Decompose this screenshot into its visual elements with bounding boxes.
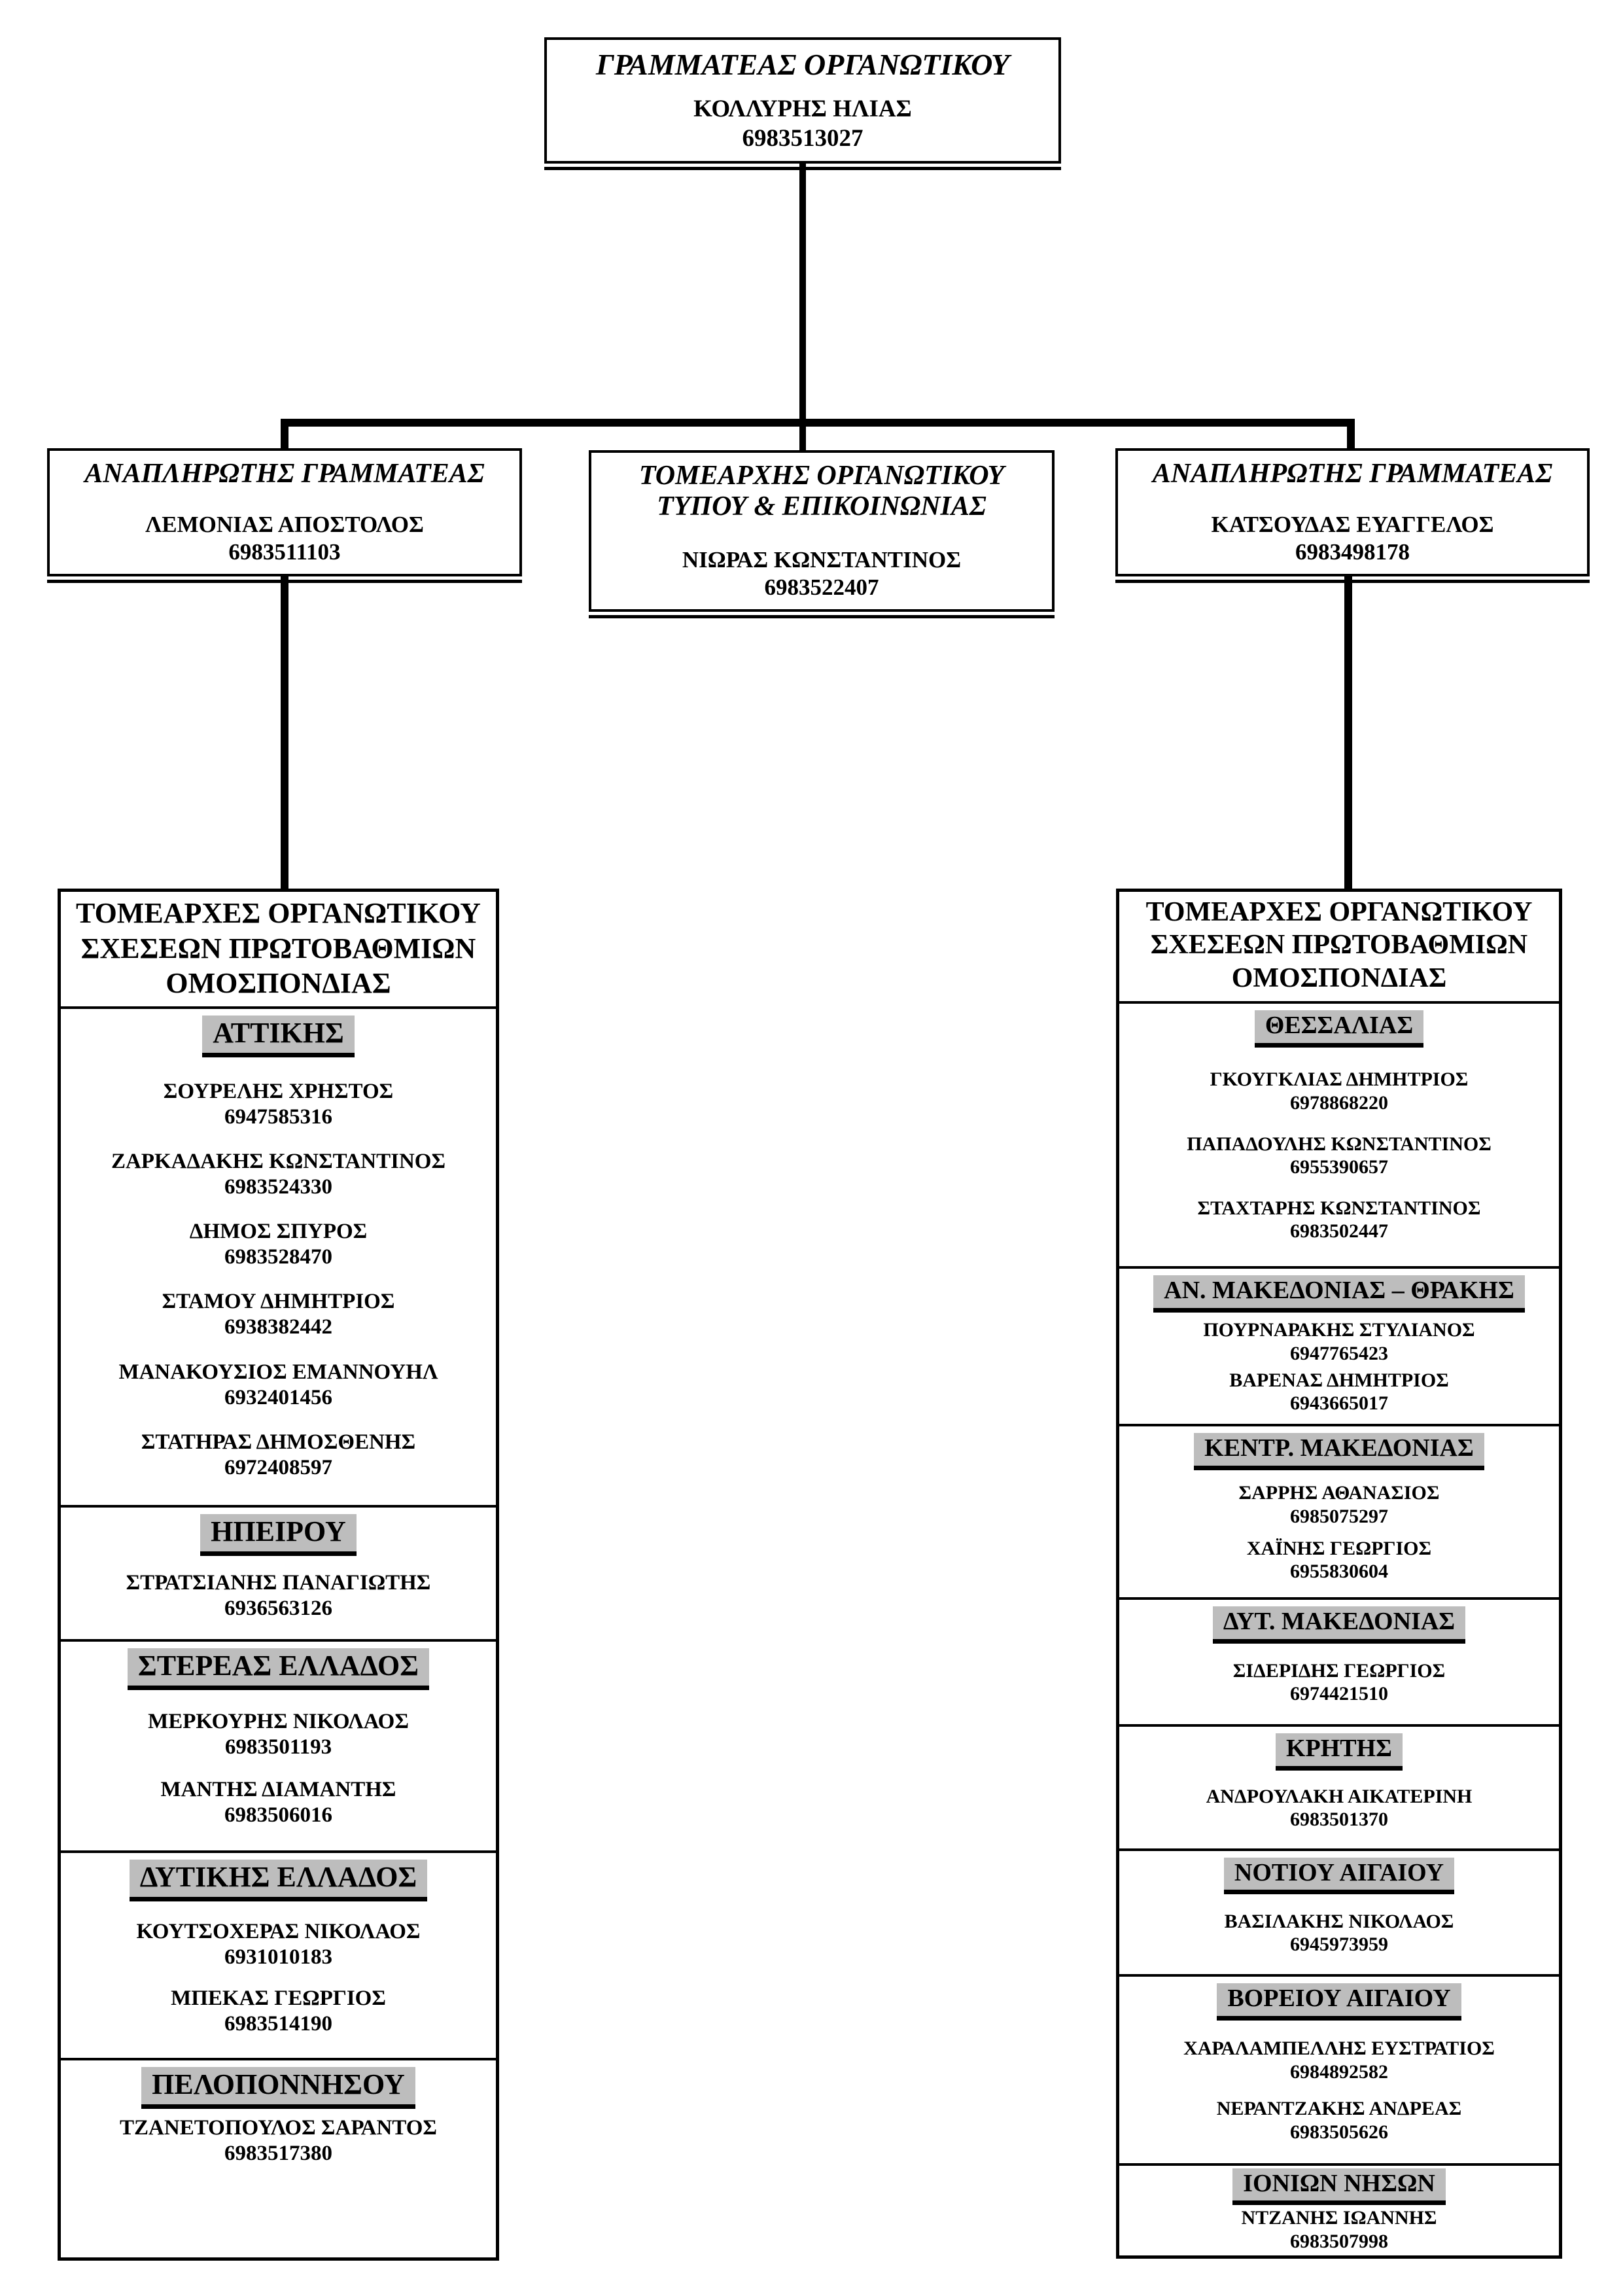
member-entry: [1119, 1197, 1559, 1243]
phone-number: 6936563126: [224, 1597, 332, 1621]
member-list: [1119, 1894, 1559, 1974]
root-secretary-box: [544, 37, 1061, 164]
member-list: [1119, 2021, 1559, 2163]
region-title-row: [61, 1514, 496, 1556]
member-entry: [61, 1289, 496, 1340]
column-header: ΤΟΜΕΑΡΧΕΣ ΟΡΓΑΝΩΤΙΚΟΥ ΣΧΕΣΕΩΝ ΠΡΩΤΟΒΑΘΜΙΩΝ ΟΜΟΣΠΟΝΔΙΑΣ: [1145, 897, 1533, 993]
connector-stub-middle: [799, 425, 806, 451]
phone-number: 6938382442: [224, 1315, 332, 1339]
phone-number: 6983502447: [1290, 1220, 1388, 1243]
member-entry: [61, 1079, 496, 1130]
person-name: ΣΤΑΧΤΑΡΗΣ ΚΩΝΣΤΑΝΤΙΝΟΣ: [1197, 1197, 1481, 1219]
region-section: [61, 1505, 496, 1639]
person-name: ΝΤΖΑΝΗΣ ΙΩΑΝΝΗΣ: [1241, 2207, 1437, 2229]
region-section: [1119, 1001, 1559, 1266]
member-list: [61, 1901, 496, 2058]
member-entry: [61, 1219, 496, 1270]
press-communication-chief-box: [589, 450, 1055, 612]
phone-number: 6955390657: [1290, 1156, 1388, 1178]
phone-number: 6932401456: [224, 1385, 332, 1409]
sector-chiefs-left-column: [58, 889, 499, 2261]
region-section: [1119, 1266, 1559, 1423]
member-entry: [1119, 1481, 1559, 1528]
member-entry: [1119, 2206, 1559, 2253]
member-entry: [61, 1986, 496, 2037]
region-title-row: [61, 1860, 496, 1901]
connector-horizontal-bar: [281, 419, 1355, 427]
person-name: ΠΟΥΡΝΑΡΑΚΗΣ ΣΤΥΛΙΑΝΟΣ: [1203, 1319, 1475, 1341]
phone-number: 6983514190: [224, 2012, 332, 2036]
region-title: ΔΥΤΙΚΗΣ ΕΛΛΑΔΟΣ: [130, 1860, 427, 1901]
region-title: ΒΟΡΕΙΟΥ ΑΙΓΑΙΟΥ: [1217, 1983, 1461, 2021]
deputy-secretary-right-box: [1115, 448, 1590, 576]
person-name: ΚΑΤΣΟΥΔΑΣ ΕΥΑΓΓΕΛΟΣ: [1211, 512, 1494, 537]
member-list: [1119, 2205, 1559, 2255]
person-name: ΤΖΑΝΕΤΟΠΟΥΛΟΣ ΣΑΡΑΝΤΟΣ: [120, 2115, 437, 2140]
region-sections: [61, 1006, 496, 2257]
region-section: [1119, 1424, 1559, 1597]
connector-left-column: [281, 574, 288, 890]
region-sections: [1119, 1001, 1559, 2255]
member-entry: [61, 1919, 496, 1970]
phone-number: 6945973959: [1290, 1934, 1388, 1956]
member-list: [61, 1556, 496, 1639]
role-title: ΤΟΜΕΑΡΧΗΣ ΟΡΓΑΝΩΤΙΚΟΥ ΤΥΠΟΥ & ΕΠΙΚΟΙΝΩΝΙΑΣ: [638, 461, 1005, 522]
person-name: ΜΕΡΚΟΥΡΗΣ ΝΙΚΟΛΑΟΣ: [148, 1710, 409, 1734]
person-name: ΜΑΝΤΗΣ ΔΙΑΜΑΝΤΗΣ: [160, 1778, 396, 1802]
region-section: [61, 1850, 496, 2058]
person-name: ΧΑΪΝΗΣ ΓΕΩΡΓΙΟΣ: [1246, 1537, 1432, 1559]
member-entry: [1119, 1910, 1559, 1956]
member-list: [1119, 1771, 1559, 1848]
phone-number: 6978868220: [1290, 1091, 1388, 1114]
phone-number: 6983522407: [764, 574, 879, 600]
person-name: ΛΕΜΟΝΙΑΣ ΑΠΟΣΤΟΛΟΣ: [145, 512, 424, 537]
region-section: [1119, 1597, 1559, 1724]
region-title: ΠΕΛΟΠΟΝΝΗΣΟΥ: [141, 2067, 415, 2109]
column-header: ΤΟΜΕΑΡΧΕΣ ΟΡΓΑΝΩΤΙΚΟΥ ΣΧΕΣΕΩΝ ΠΡΩΤΟΒΑΘΜΙΩΝ ΟΜΟΣΠΟΝΔΙΑΣ: [76, 897, 481, 1000]
person-name: ΣΤΑΤΗΡΑΣ ΔΗΜΟΣΘΕΝΗΣ: [141, 1430, 416, 1454]
region-title: ΝΟΤΙΟΥ ΑΙΓΑΙΟΥ: [1224, 1858, 1454, 1895]
member-entry: [1119, 2037, 1559, 2083]
region-title: ΑΤΤΙΚΗΣ: [202, 1016, 355, 1057]
member-entry: [61, 1570, 496, 1621]
phone-number: 6983506016: [224, 1803, 332, 1828]
person-name: ΣΙΔΕΡΙΔΗΣ ΓΕΩΡΓΙΟΣ: [1232, 1659, 1446, 1682]
connector-right-column: [1344, 574, 1352, 890]
phone-number: 6983498178: [1295, 539, 1410, 565]
region-section: [1119, 2163, 1559, 2255]
phone-number: 6974421510: [1290, 1683, 1388, 1705]
phone-number: 6983501370: [1290, 1809, 1388, 1831]
member-list: [61, 1057, 496, 1505]
region-title: ΚΕΝΤΡ. ΜΑΚΕΔΟΝΙΑΣ: [1194, 1433, 1484, 1470]
person-name: ΜΠΕΚΑΣ ΓΕΩΡΓΙΟΣ: [171, 1987, 386, 2011]
connector-root-vertical: [799, 162, 806, 420]
phone-number: 6983507998: [1290, 2230, 1388, 2252]
connector-stub-left: [281, 425, 288, 449]
region-title: ΙΟΝΙΩΝ ΝΗΣΩΝ: [1232, 2168, 1446, 2206]
region-title: ΣΤΕΡΕΑΣ ΕΛΛΑΔΟΣ: [128, 1648, 429, 1690]
person-name: ΣΟΥΡΕΛΗΣ ΧΡΗΣΤΟΣ: [163, 1079, 394, 1103]
role-title: ΑΝΑΠΛΗΡΩΤΗΣ ΓΡΑΜΜΑΤΕΑΣ: [1152, 459, 1553, 489]
member-entry: [61, 1149, 496, 1200]
member-entry: [61, 1709, 496, 1760]
region-section: [1119, 1974, 1559, 2163]
phone-number: 6983524330: [224, 1175, 332, 1199]
region-title-row: [1119, 1010, 1559, 1048]
role-title: ΑΝΑΠΛΗΡΩΤΗΣ ΓΡΑΜΜΑΤΕΑΣ: [84, 459, 485, 489]
region-title-row: [61, 1648, 496, 1690]
region-title: ΗΠΕΙΡΟΥ: [200, 1514, 357, 1556]
person-name: ΝΙΩΡΑΣ ΚΩΝΣΤΑΝΤΙΝΟΣ: [682, 547, 962, 573]
region-title: ΚΡΗΤΗΣ: [1276, 1733, 1403, 1771]
region-title: ΔΥΤ. ΜΑΚΕΔΟΝΙΑΣ: [1213, 1606, 1465, 1644]
phone-number: 6931010183: [224, 1945, 332, 1969]
region-title-row: [1119, 1733, 1559, 1771]
region-title-row: [61, 1016, 496, 1057]
member-entry: [1119, 2097, 1559, 2144]
member-list: [1119, 1048, 1559, 1267]
person-name: ΚΟΛΛΥΡΗΣ ΗΛΙΑΣ: [693, 96, 912, 123]
member-list: [1119, 1644, 1559, 1724]
phone-number: 6983513027: [742, 124, 864, 152]
member-entry: [1119, 1537, 1559, 1583]
deputy-secretary-left-box: [47, 448, 522, 576]
member-list: [1119, 1470, 1559, 1598]
region-title-row: [1119, 1433, 1559, 1470]
person-name: ΣΤΡΑΤΣΙΑΝΗΣ ΠΑΝΑΓΙΩΤΗΣ: [126, 1571, 431, 1595]
person-name: ΔΗΜΟΣ ΣΠΥΡΟΣ: [189, 1220, 368, 1244]
member-list: [1119, 1313, 1559, 1424]
person-name: ΠΑΠΑΔΟΥΛΗΣ ΚΩΝΣΤΑΝΤΙΝΟΣ: [1187, 1133, 1492, 1155]
member-entry: [1119, 1133, 1559, 1179]
phone-number: 6972408597: [224, 1455, 332, 1479]
region-title-row: [1119, 1858, 1559, 1895]
person-name: ΧΑΡΑΛΑΜΠΕΛΛΗΣ ΕΥΣΤΡΑΤΙΟΣ: [1183, 2038, 1495, 2060]
phone-number: 6985075297: [1290, 1505, 1388, 1527]
region-section: [61, 2058, 496, 2257]
phone-number: 6955830604: [1290, 1561, 1388, 1583]
region-title: ΑΝ. ΜΑΚΕΔΟΝΙΑΣ – ΘΡΑΚΗΣ: [1153, 1275, 1525, 1313]
member-entry: [61, 1430, 496, 1481]
person-name: ΝΕΡΑΝΤΖΑΚΗΣ ΑΝΔΡΕΑΣ: [1216, 2098, 1462, 2120]
region-section: [1119, 1724, 1559, 1848]
member-entry: [1119, 1785, 1559, 1831]
region-section: [61, 1006, 496, 1505]
person-name: ΣΑΡΡΗΣ ΑΘΑΝΑΣΙΟΣ: [1238, 1482, 1440, 1504]
phone-number: 6983501193: [224, 1735, 332, 1759]
person-name: ΜΑΝΑΚΟΥΣΙΟΣ ΕΜΑΝΝΟΥΗΛ: [118, 1360, 438, 1384]
phone-number: 6947765423: [1290, 1342, 1388, 1364]
member-entry: [1119, 1068, 1559, 1114]
phone-number: 6943665017: [1290, 1392, 1388, 1414]
connector-stub-right: [1347, 425, 1355, 449]
region-section: [1119, 1848, 1559, 1975]
phone-number: 6984892582: [1290, 2060, 1388, 2083]
phone-number: 6983528470: [224, 1245, 332, 1269]
role-title: ΓΡΑΜΜΑΤΕΑΣ ΟΡΓΑΝΩΤΙΚΟΥ: [595, 48, 1010, 81]
phone-number: 6983505626: [1290, 2121, 1388, 2143]
phone-number: 6983517380: [224, 2141, 332, 2165]
member-entry: [1119, 1659, 1559, 1706]
region-title-row: [1119, 1606, 1559, 1644]
region-section: [61, 1639, 496, 1850]
member-list: [61, 1690, 496, 1850]
person-name: ΖΑΡΚΑΔΑΚΗΣ ΚΩΝΣΤΑΝΤΙΝΟΣ: [111, 1150, 446, 1174]
region-title-row: [61, 2067, 496, 2109]
member-entry: [61, 1777, 496, 1828]
region-title-row: [1119, 1983, 1559, 2021]
member-entry: [1119, 1369, 1559, 1415]
region-title-row: [1119, 1275, 1559, 1313]
member-entry: [1119, 1318, 1559, 1365]
member-list: [61, 2113, 496, 2172]
person-name: ΓΚΟΥΓΚΛΙΑΣ ΔΗΜΗΤΡΙΟΣ: [1210, 1069, 1469, 1091]
member-entry: [61, 1360, 496, 1411]
person-name: ΒΑΡΕΝΑΣ ΔΗΜΗΤΡΙΟΣ: [1229, 1369, 1449, 1391]
sector-chiefs-right-column: [1116, 889, 1562, 2259]
person-name: ΣΤΑΜΟΥ ΔΗΜΗΤΡΙΟΣ: [162, 1290, 395, 1314]
person-name: ΚΟΥΤΣΟΧΕΡΑΣ ΝΙΚΟΛΑΟΣ: [136, 1920, 421, 1944]
person-name: ΒΑΣΙΛΑΚΗΣ ΝΙΚΟΛΑΟΣ: [1224, 1910, 1454, 1932]
region-title-row: [1119, 2168, 1559, 2206]
region-title: ΘΕΣΣΑΛΙΑΣ: [1255, 1010, 1423, 1048]
person-name: ΑΝΔΡΟΥΛΑΚΗ ΑΙΚΑΤΕΡΙΝΗ: [1206, 1785, 1473, 1807]
member-entry: [61, 2115, 496, 2166]
phone-number: 6947585316: [224, 1104, 332, 1129]
phone-number: 6983511103: [228, 539, 341, 565]
